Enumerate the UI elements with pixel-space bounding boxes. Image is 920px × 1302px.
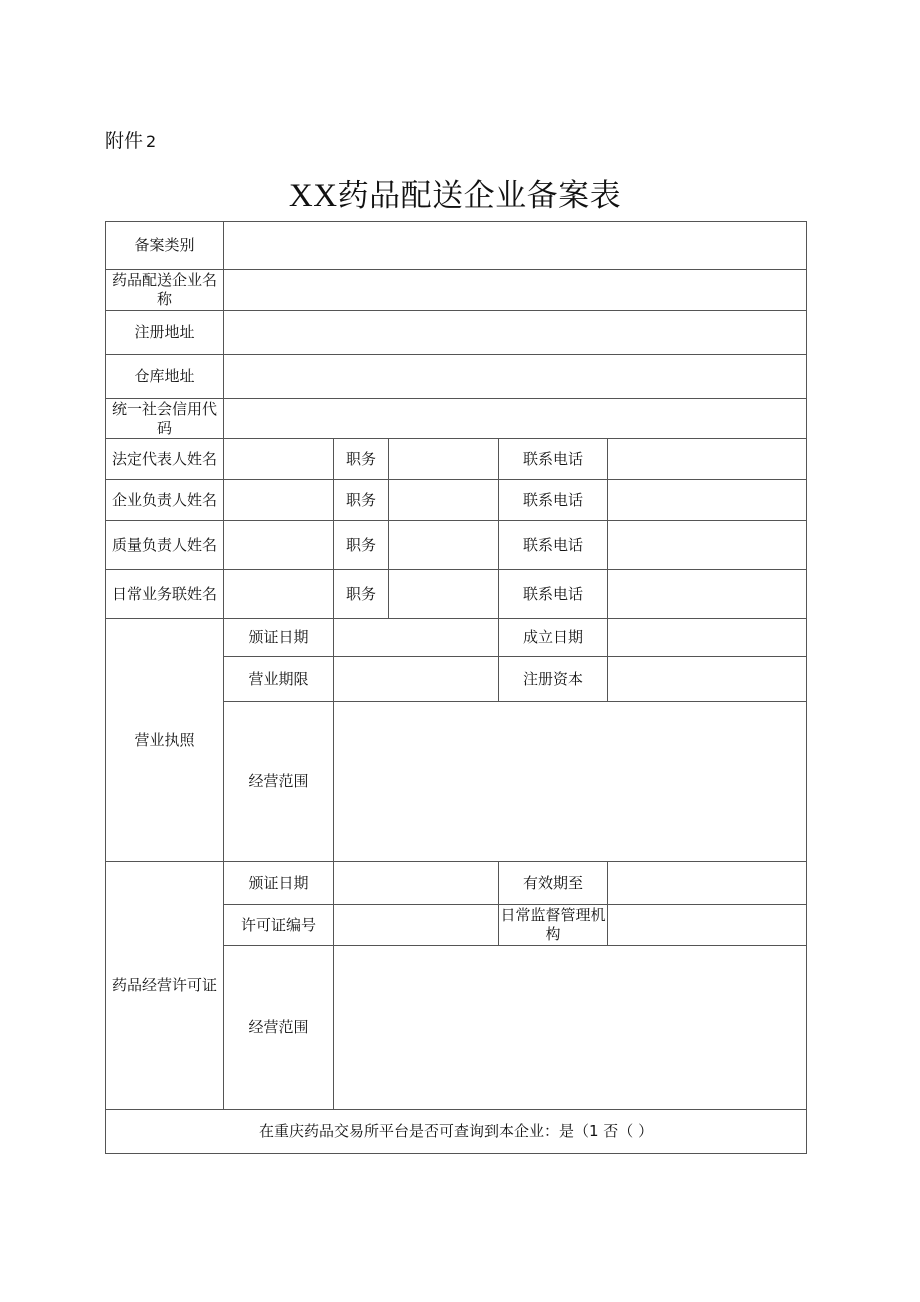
field-bl-established-date[interactable] <box>608 619 807 657</box>
page-title <box>0 170 910 215</box>
label-credit-code: 统一社会信用代码 <box>106 399 224 439</box>
label-warehouse-address: 仓库地址 <box>106 355 224 399</box>
label-bl-scope: 经营范围 <box>224 702 334 862</box>
field-dl-valid-until[interactable] <box>608 862 807 905</box>
field-daily-contact-position[interactable] <box>389 570 499 619</box>
label-dl-valid-until: 有效期至 <box>499 862 608 905</box>
label-company-head-phone: 联系电话 <box>499 480 608 521</box>
label-dl-issue-date: 颁证日期 <box>224 862 334 905</box>
field-dl-issue-date[interactable] <box>334 862 499 905</box>
label-bl-registered-capital: 注册资本 <box>499 657 608 702</box>
field-legal-rep-name[interactable] <box>224 439 334 480</box>
field-bl-registered-capital[interactable] <box>608 657 807 702</box>
label-company-head-position: 职务 <box>334 480 389 521</box>
registration-form <box>105 221 807 1154</box>
field-registered-address[interactable] <box>224 311 807 355</box>
field-dl-scope[interactable] <box>334 946 807 1110</box>
label-quality-head-phone: 联系电话 <box>499 521 608 570</box>
field-quality-head-name[interactable] <box>224 521 334 570</box>
label-daily-contact-position: 职务 <box>334 570 389 619</box>
label-company-head: 企业负责人姓名 <box>106 480 224 521</box>
label-company-name: 药品配送企业名称 <box>106 270 224 311</box>
field-quality-head-phone[interactable] <box>608 521 807 570</box>
attachment-text: 附件 <box>105 130 144 152</box>
field-company-head-position[interactable] <box>389 480 499 521</box>
label-dl-scope: 经营范围 <box>224 946 334 1110</box>
field-bl-scope[interactable] <box>334 702 807 862</box>
field-bl-term[interactable] <box>334 657 499 702</box>
field-company-head-name[interactable] <box>224 480 334 521</box>
field-warehouse-address[interactable] <box>224 355 807 399</box>
title-main: 药品配送企业备案表 <box>337 178 622 214</box>
label-daily-contact-phone: 联系电话 <box>499 570 608 619</box>
label-bl-issue-date: 颁证日期 <box>224 619 334 657</box>
label-quality-head-position: 职务 <box>334 521 389 570</box>
label-legal-rep-position: 职务 <box>334 439 389 480</box>
field-legal-rep-phone[interactable] <box>608 439 807 480</box>
title-prefix: XX <box>288 178 338 214</box>
field-dl-supervisor[interactable] <box>608 905 807 946</box>
field-daily-contact-phone[interactable] <box>608 570 807 619</box>
field-credit-code[interactable] <box>224 399 807 439</box>
label-business-license: 营业执照 <box>106 619 224 862</box>
label-category: 备案类别 <box>106 222 224 270</box>
label-legal-rep: 法定代表人姓名 <box>106 439 224 480</box>
label-legal-rep-phone: 联系电话 <box>499 439 608 480</box>
field-category[interactable] <box>224 222 807 270</box>
label-registered-address: 注册地址 <box>106 311 224 355</box>
field-daily-contact-name[interactable] <box>224 570 334 619</box>
field-company-name[interactable] <box>224 270 807 311</box>
field-legal-rep-position[interactable] <box>389 439 499 480</box>
label-dl-license-number: 许可证编号 <box>224 905 334 946</box>
footer-platform-question[interactable]: 在重庆药品交易所平台是否可查询到本企业：是（1 否（ ） <box>106 1110 807 1154</box>
attachment-label <box>105 126 156 153</box>
field-bl-issue-date[interactable] <box>334 619 499 657</box>
field-company-head-phone[interactable] <box>608 480 807 521</box>
label-bl-established-date: 成立日期 <box>499 619 608 657</box>
label-quality-head: 质量负责人姓名 <box>106 521 224 570</box>
label-bl-term: 营业期限 <box>224 657 334 702</box>
label-dl-supervisor: 日常监督管理机构 <box>499 905 608 946</box>
attachment-number: 2 <box>146 132 157 151</box>
label-daily-contact: 日常业务联姓名 <box>106 570 224 619</box>
field-dl-license-number[interactable] <box>334 905 499 946</box>
field-quality-head-position[interactable] <box>389 521 499 570</box>
label-drug-license: 药品经营许可证 <box>106 862 224 1110</box>
